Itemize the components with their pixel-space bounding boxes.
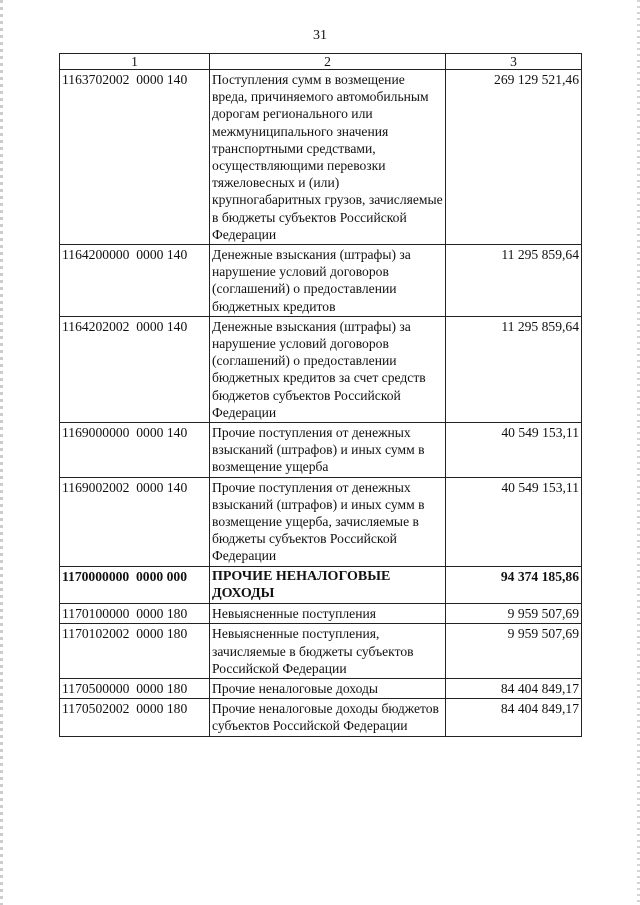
- row-code: 1163702002 0000 140: [60, 70, 210, 245]
- column-header-code: 1: [60, 54, 210, 70]
- table-row: [60, 699, 582, 736]
- table-row: [60, 245, 582, 317]
- row-description: Прочие неналоговые доходы бюджетов субъектов Российской Федерации: [210, 699, 446, 736]
- row-amount: 9 959 507,69: [446, 624, 582, 679]
- row-code: 1170100000 0000 180: [60, 604, 210, 624]
- page-number: 31: [313, 28, 327, 43]
- column-header-description: 2: [210, 54, 446, 70]
- row-amount: 40 549 153,11: [446, 477, 582, 566]
- table-row: [60, 624, 582, 679]
- row-amount: 84 404 849,17: [446, 678, 582, 698]
- row-amount: 9 959 507,69: [446, 604, 582, 624]
- row-code: 1169000000 0000 140: [60, 423, 210, 478]
- row-amount: 11 295 859,64: [446, 245, 582, 317]
- table-row: [60, 70, 582, 245]
- scan-edge-left: [0, 0, 3, 905]
- table-row: [60, 477, 582, 566]
- table-header-row: [60, 54, 582, 70]
- row-description: Поступления сумм в возмещение вреда, причиняемого автомобильным дорогам регионального или межмуниципального значения транспортными средствами, осуществляющими перевозки тяжеловесных и (или) крупногабаритных грузов, зачисляемые в бюджеты субъектов Российской Федерации: [210, 70, 446, 245]
- row-code: 1170500000 0000 180: [60, 678, 210, 698]
- table-row: [60, 678, 582, 698]
- budget-revenue-table: [59, 53, 582, 737]
- row-description: ПРОЧИЕ НЕНАЛОГОВЫЕ ДОХОДЫ: [210, 566, 446, 603]
- row-description: Прочие неналоговые доходы: [210, 678, 446, 698]
- row-description: Невыясненные поступления, зачисляемые в бюджеты субъектов Российской Федерации: [210, 624, 446, 679]
- row-description: Прочие поступления от денежных взысканий (штрафов) и иных сумм в возмещение ущерба: [210, 423, 446, 478]
- row-description: Денежные взыскания (штрафы) за нарушение условий договоров (соглашений) о предоставлении бюджетных кредитов за счет средств бюджетов субъектов Российской Федерации: [210, 316, 446, 422]
- table-row: [60, 316, 582, 422]
- row-amount: 40 549 153,11: [446, 423, 582, 478]
- table-row-section-total: [60, 566, 582, 603]
- row-amount: 94 374 185,86: [446, 566, 582, 603]
- table-row: [60, 604, 582, 624]
- row-amount: 269 129 521,46: [446, 70, 582, 245]
- row-code: 1169002002 0000 140: [60, 477, 210, 566]
- row-code: 1170502002 0000 180: [60, 699, 210, 736]
- row-description: Денежные взыскания (штрафы) за нарушение условий договоров (соглашений) о предоставлении бюджетных кредитов: [210, 245, 446, 317]
- row-amount: 11 295 859,64: [446, 316, 582, 422]
- row-description: Прочие поступления от денежных взысканий (штрафов) и иных сумм в возмещение ущерба, зачисляемые в бюджеты субъектов Российской Федерации: [210, 477, 446, 566]
- column-header-amount: 3: [446, 54, 582, 70]
- row-code: 1164202002 0000 140: [60, 316, 210, 422]
- row-description: Невыясненные поступления: [210, 604, 446, 624]
- table-row: [60, 423, 582, 478]
- row-code: 1164200000 0000 140: [60, 245, 210, 317]
- row-code: 1170000000 0000 000: [60, 566, 210, 603]
- row-code: 1170102002 0000 180: [60, 624, 210, 679]
- row-amount: 84 404 849,17: [446, 699, 582, 736]
